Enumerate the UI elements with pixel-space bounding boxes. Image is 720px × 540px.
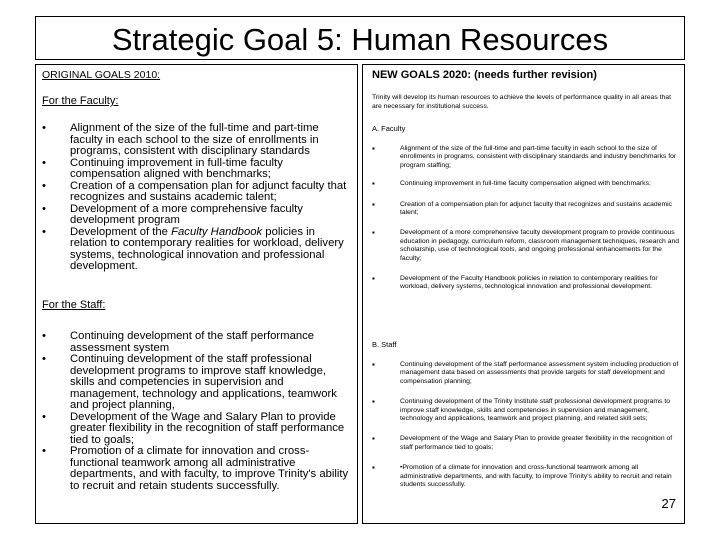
faculty-new-goals-list xyxy=(372,145,680,292)
list-item: • Continuing improvement in full-time faculty compensation aligned with benchmarks; xyxy=(42,156,283,180)
bullet: ▪ xyxy=(372,397,375,407)
bullet: ▪ xyxy=(372,199,375,209)
bullet: • xyxy=(42,202,46,215)
new-goals-intro: Trinity will develop its human resources to achieve the levels of performance quality in all areas that are necessary for institutional success. xyxy=(372,94,671,110)
list-item: • Development of the Faculty Handbook policies in relation to contemporary realities for workload, delivery systems, technological innovation and professional development. xyxy=(42,225,344,272)
list-item: • Continuing development of the staff performance assessment system xyxy=(42,330,315,354)
faculty-heading: For the Faculty: xyxy=(42,95,119,107)
bullet: ▪ xyxy=(372,144,375,153)
original-goals-heading: ORIGINAL GOALS 2010: xyxy=(42,69,161,81)
faculty-goals-list xyxy=(42,123,352,273)
bullet: ▪ xyxy=(372,434,375,444)
staff-section-heading: B. Staff xyxy=(372,340,397,349)
list-item: ▪ Continuing development of the Trinity Institute staff professional development programs to improve staff knowledge, skills and competencies in supervision and management, technology and applications, teamwork and project planning, and related skill sets; xyxy=(372,397,671,423)
page-number: 27 xyxy=(661,496,676,511)
new-goals-heading: NEW GOALS 2020: (needs further revision) xyxy=(372,69,597,81)
bullet: ▪ xyxy=(372,179,375,189)
staff-new-goals-list xyxy=(372,361,680,489)
staff-heading: For the Staff: xyxy=(42,299,106,311)
list-item: ▪ Continuing improvement in full-time faculty compensation aligned with benchmarks; xyxy=(372,179,651,189)
list-item: • Promotion of a climate for innovation and cross-functional teamwork among all administrative departments, and with faculty, to improve Trinity's ability to recruit and retain students successfully. xyxy=(42,445,349,492)
list-item: ▪ Development of the Faculty Handbook policies in relation to contemporary realities for workload, delivery systems, technological innovation and professional development. xyxy=(372,274,658,291)
bullet: ▪ xyxy=(372,228,375,238)
bullet: ▪ xyxy=(372,274,375,284)
bullet: • xyxy=(42,156,46,169)
list-item: • Alignment of the size of the full-time and part-time faculty in each school to the size of enrollments in programs, consistent with disciplinary standards xyxy=(42,122,319,157)
original-goals-panel xyxy=(35,64,358,524)
list-item: • Creation of a compensation plan for adjunct faculty that recognizes and sustains academic talent; xyxy=(42,179,347,203)
list-item: ▪ Alignment of the size of the full-time and part-time faculty in each school to the size of enrollments in programs, consistent with disciplinary standards and industry benchmarks for program staffing; xyxy=(372,144,677,169)
slide-title: Strategic Goal 5: Human Resources xyxy=(111,22,609,57)
bullet: ▪ xyxy=(372,360,375,369)
new-goals-panel xyxy=(362,64,685,524)
list-item: • Continuing development of the staff professional development programs to improve staff knowledge, skills and competencies in supervision and management, technology and applications, teamwork and project planning, xyxy=(42,353,337,411)
list-item: ▪ Development of the Wage and Salary Plan to provide greater flexibility in the recognition of staff performance tied to goals; xyxy=(372,434,673,451)
bullet: ▪ xyxy=(372,463,375,473)
bullet: • xyxy=(42,179,46,192)
list-item: ▪ Development of a more comprehensive faculty development program to provide continuous education in pedagogy, curriculum reform, classroom management techniques, research and scholarship, use of technological tools, and ongoing professional enhancements for the faculty; xyxy=(372,228,680,262)
list-item: • Development of the Wage and Salary Plan to provide greater flexibility in the recognition of staff performance tied to goals; xyxy=(42,410,345,446)
bullet: • xyxy=(42,445,46,457)
bullet: • xyxy=(42,410,46,423)
list-item: • Development of a more comprehensive faculty development program xyxy=(42,202,303,226)
staff-goals-list xyxy=(42,331,352,492)
list-item: ▪ Creation of a compensation plan for adjunct faculty that recognizes and sustains academic talent; xyxy=(372,199,673,217)
list-item: ▪ •Promotion of a climate for innovation and cross-functional teamwork among all administrative departments, and with faculty, to improve Trinity's ability to recruit and retain students successfully. xyxy=(372,463,672,489)
list-item: ▪ Continuing development of the staff performance assessment system including production of management data based on assessments that provide targets for staff development and compensation planning; xyxy=(372,360,679,385)
bullet: • xyxy=(42,353,46,365)
bullet: • xyxy=(42,225,46,238)
bullet: • xyxy=(42,330,46,342)
bullet: • xyxy=(42,122,46,134)
faculty-section-heading: A. Faculty xyxy=(372,124,406,133)
